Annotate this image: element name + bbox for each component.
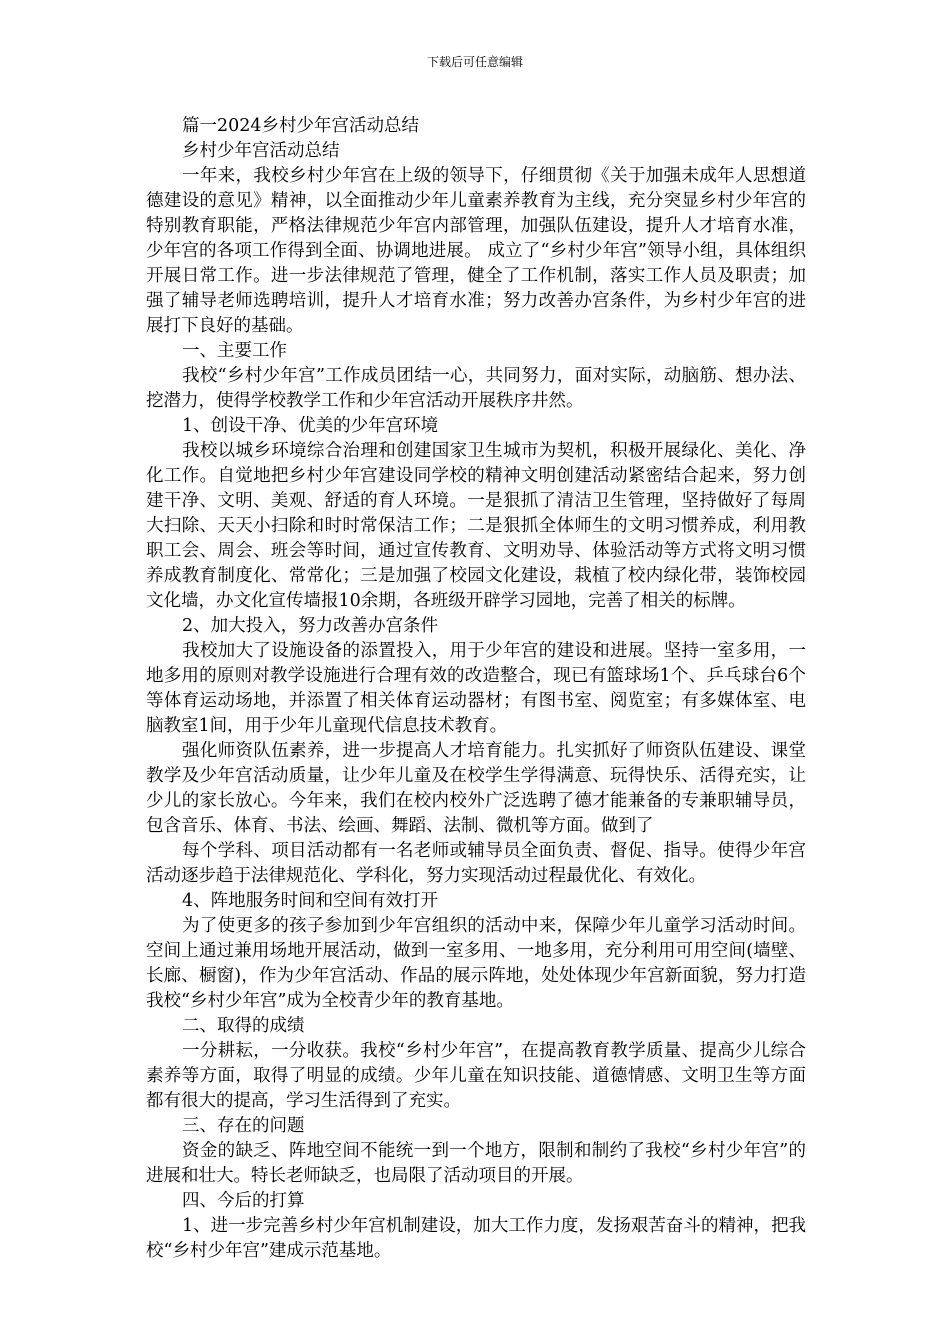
section-heading: 二、取得的成绩 bbox=[182, 1016, 305, 1036]
section-heading: 一、主要工作 bbox=[182, 341, 287, 361]
paragraph: 一年来，我校乡村少年宫在上级的领导下，仔细贯彻《关于加强未成年人思想道德建设的意见》精神，以全面推动少年儿童素养教育为主线，充分突显乡村少年宫的特别教育职能，严格法律规范少年宫内部管理，加强队伍建设，提升人才培育水准，少年宫的各项工作得到全面、协调地进展。 成立了“乡村少年宫”领导小组，具体组织开展日常工作。进一步法律规范了管理，健全了工作机制，落实工作人员及职责；加强了辅导老师选聘培训，提升人才培育水准；努力改善办宫条件，为乡村少年宫的进展打下良好的基础。 bbox=[146, 166, 806, 336]
paragraph: 一分耕耘，一分收获。我校“乡村少年宫”，在提高教育教学质量、提高少儿综合素养等方面，取得了明显的成绩。少年儿童在知识技能、道德情感、文明卫生等方面都有很大的提高，学习生活得到了充实。 bbox=[146, 1041, 806, 1111]
paragraph: 资金的缺乏、阵地空间不能统一到一个地方，限制和制约了我校“乡村少年宫”的进展和壮大。特长老师缺乏，也局限了活动项目的开展。 bbox=[146, 1141, 806, 1186]
paragraph: 我校加大了设施设备的添置投入，用于少年宫的建设和进展。坚持一室多用，一地多用的原则对教学设施进行合理有效的改造整合，现已有篮球场1个、乒乓球台6个等体育运动场地，并添置了相关体育运动器材；有图书室、阅览室；有多媒体室、电脑教室1间，用于少年儿童现代信息技术教育。 bbox=[146, 641, 806, 736]
subsection-heading: 2、加大投入，努力改善办宫条件 bbox=[182, 616, 439, 636]
paragraph: 每个学科、项目活动都有一名老师或辅导员全面负责、督促、指导。使得少年宫活动逐步趋于法律规范化、学科化，努力实现活动过程最优化、有效化。 bbox=[146, 841, 806, 886]
paragraph: 1、进一步完善乡村少年宫机制建设，加大工作力度，发扬艰苦奋斗的精神，把我校“乡村少年宫”建成示范基地。 bbox=[146, 1216, 806, 1261]
document-subtitle: 乡村少年宫活动总结 bbox=[182, 141, 340, 161]
subsection-heading: 4、阵地服务时间和空间有效打开 bbox=[182, 891, 439, 911]
subsection-heading: 1、创设干净、优美的少年宫环境 bbox=[182, 416, 439, 436]
page-header-note: 下载后可任意编辑 bbox=[426, 55, 523, 69]
document-body bbox=[146, 114, 806, 1264]
section-heading: 三、存在的问题 bbox=[182, 1116, 305, 1136]
paragraph: 强化师资队伍素养，进一步提高人才培育能力。扎实抓好了师资队伍建设、课堂教学及少年宫活动质量，让少年儿童及在校学生学得满意、玩得快乐、活得充实，让少儿的家长放心。今年来，我们在校内校外广泛选聘了德才能兼备的专兼职辅导员，包含音乐、体育、书法、绘画、舞蹈、法制、微机等方面。做到了 bbox=[146, 741, 806, 836]
section-heading: 四、今后的打算 bbox=[182, 1191, 305, 1211]
paragraph: 我校以城乡环境综合治理和创建国家卫生城市为契机，积极开展绿化、美化、净化工作。自觉地把乡村少年宫建设同学校的精神文明创建活动紧密结合起来，努力创建干净、文明、美观、舒适的育人环境。一是狠抓了清洁卫生管理，坚持做好了每周大扫除、天天小扫除和时时常保洁工作；二是狠抓全体师生的文明习惯养成，利用教职工会、周会、班会等时间，通过宣传教育、文明劝导、体验活动等方式将文明习惯养成教育制度化、常常化；三是加强了校园文化建设，栽植了校内绿化带，装饰校园文化墙，办文化宣传墙报10余期，各班级开辟学习园地，完善了相关的标牌。 bbox=[146, 441, 806, 611]
document-title: 篇一2024乡村少年宫活动总结 bbox=[182, 116, 420, 136]
paragraph: 我校“乡村少年宫”工作成员团结一心，共同努力，面对实际，动脑筋、想办法、挖潜力，使得学校教学工作和少年宫活动开展秩序井然。 bbox=[146, 366, 806, 411]
paragraph: 为了使更多的孩子参加到少年宫组织的活动中来，保障少年儿童学习活动时间。空间上通过兼用场地开展活动，做到一室多用、一地多用，充分利用可用空间(墙壁、长廊、橱窗)，作为少年宫活动、作品的展示阵地，处处体现少年宫新面貌，努力打造我校“乡村少年宫”成为全校青少年的教育基地。 bbox=[146, 916, 806, 1011]
